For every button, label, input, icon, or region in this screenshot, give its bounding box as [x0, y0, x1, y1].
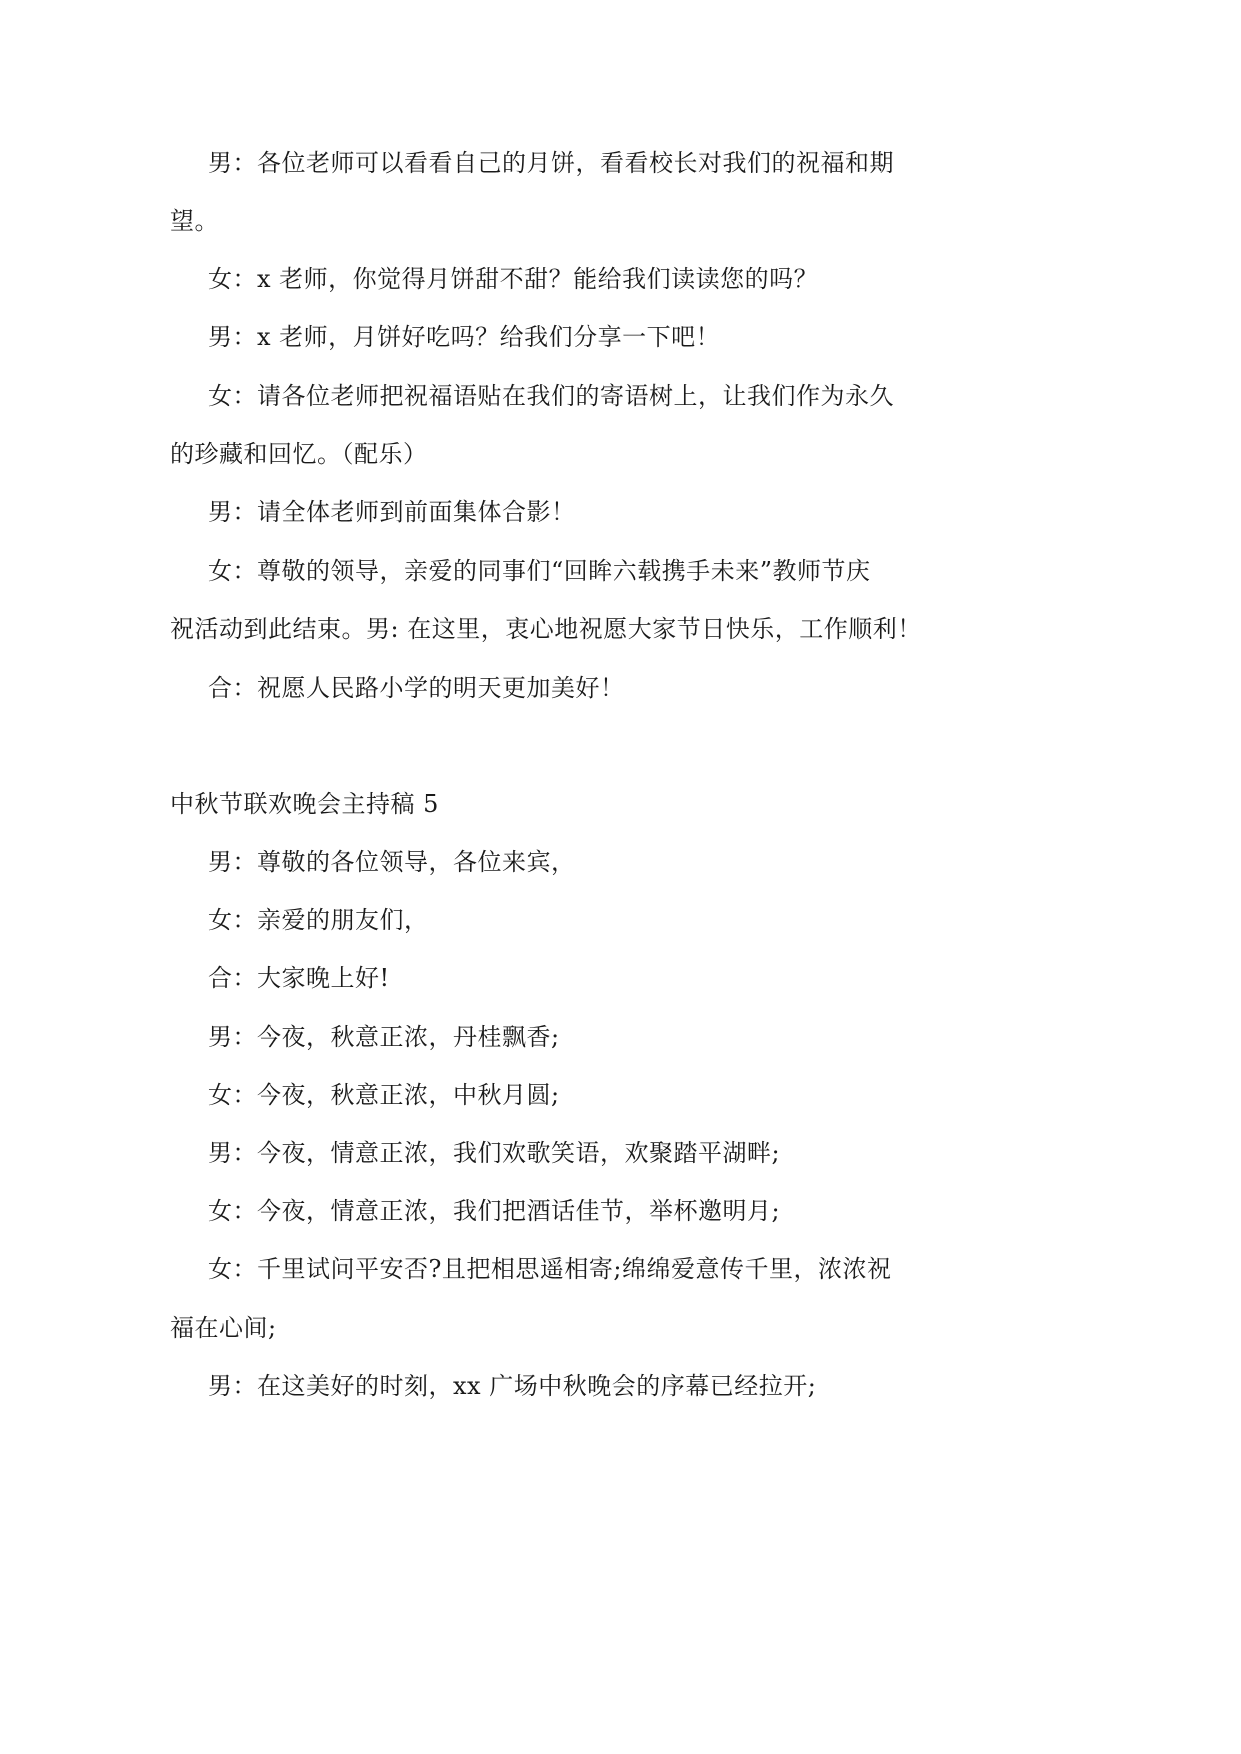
paragraph-line: 男：尊敬的各位领导，各位来宾， — [208, 848, 576, 876]
paragraph-line: 合：大家晚上好! — [208, 964, 390, 992]
paragraph-line: 女：请各位老师把祝福语贴在我们的寄语树上，让我们作为永久 — [208, 382, 894, 410]
paragraph-line: 望。 — [170, 207, 219, 235]
paragraph-line: 男：今夜，秋意正浓，丹桂飘香; — [208, 1023, 560, 1051]
paragraph-line: 男：x 老师，月饼好吃吗？给我们分享一下吧！ — [208, 323, 721, 351]
paragraph-line: 合：祝愿人民路小学的明天更加美好！ — [208, 674, 625, 702]
paragraph-line: 女：今夜，情意正浓，我们把酒话佳节，举杯邀明月; — [208, 1197, 781, 1225]
section-title: 中秋节联欢晚会主持稿 5 — [170, 790, 439, 818]
paragraph-line: 女：千里试问平安否?且把相思遥相寄;绵绵爱意传千里，浓浓祝 — [208, 1255, 892, 1283]
paragraph-line: 男：今夜，情意正浓，我们欢歌笑语，欢聚踏平湖畔; — [208, 1139, 781, 1167]
paragraph-line: 女：今夜，秋意正浓，中秋月圆; — [208, 1081, 560, 1109]
paragraph-line: 男：各位老师可以看看自己的月饼，看看校长对我们的祝福和期 — [208, 149, 894, 177]
paragraph-line: 祝活动到此结束。男: 在这里，衷心地祝愿大家节日快乐，工作顺利！ — [170, 615, 922, 643]
paragraph-line: 男：请全体老师到前面集体合影！ — [208, 498, 576, 526]
paragraph-line: 女：尊敬的领导，亲爱的同事们“回眸六载携手未来”教师节庆 — [208, 557, 871, 585]
paragraph-line: 的珍藏和回忆。（配乐） — [170, 440, 428, 468]
paragraph-line: 福在心间; — [170, 1314, 277, 1342]
paragraph-line: 男：在这美好的时刻，xx 广场中秋晚会的序幕已经拉开; — [208, 1372, 817, 1400]
paragraph-line: 女：亲爱的朋友们， — [208, 906, 429, 934]
paragraph-line: 女：x 老师，你觉得月饼甜不甜？能给我们读读您的吗？ — [208, 265, 819, 293]
